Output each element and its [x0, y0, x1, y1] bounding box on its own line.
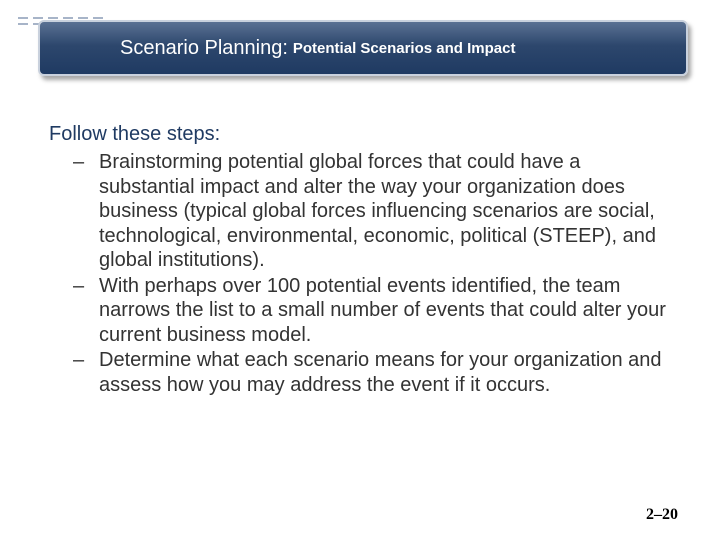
title-bar	[38, 20, 688, 76]
list-item	[49, 348, 669, 397]
slide-content	[49, 121, 669, 398]
slide-title: Scenario Planning:	[120, 36, 288, 59]
list-item	[49, 150, 669, 273]
bullet-text: With perhaps over 100 potential events identified, the team narrows the list to a small number of events that could alter your current business model.	[99, 274, 666, 346]
bullet-list	[49, 150, 669, 397]
dash-bullet-icon: –	[73, 274, 85, 297]
bullet-text: Determine what each scenario means for your organization and assess how you may address the event if it occurs.	[99, 349, 662, 396]
bullet-text: Brainstorming potential global forces that could have a substantial impact and alter the way your organization does business (typical global forces influencing scenarios are social, technological, environmental, economic, political (STEEP), and global institutions).	[99, 151, 656, 271]
lead-text: Follow these steps:	[49, 123, 221, 145]
dash-bullet-icon: –	[73, 151, 85, 173]
list-item	[49, 274, 669, 348]
dash-bullet-icon: –	[73, 349, 85, 371]
slide-subtitle: Potential Scenarios and Impact	[292, 39, 516, 57]
page-number: 2–20	[646, 506, 678, 523]
